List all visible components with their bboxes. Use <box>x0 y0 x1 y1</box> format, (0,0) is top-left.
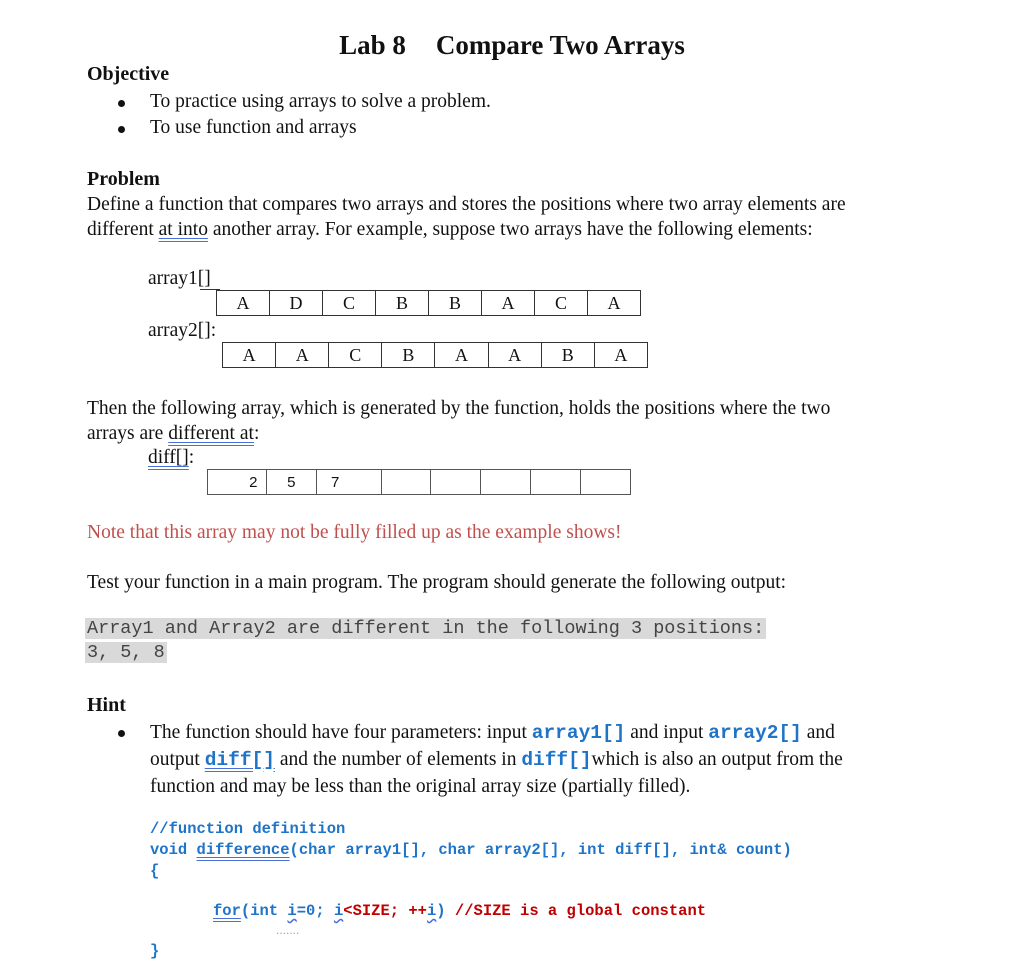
code-var: i <box>426 902 437 920</box>
diff-cell <box>431 470 481 495</box>
objective-bullet-1: To practice using arrays to solve a problem. <box>150 91 491 112</box>
array1-label: array1[] <box>148 268 211 289</box>
code-function-name: difference <box>196 841 290 859</box>
code-diff: diff[] <box>204 749 275 771</box>
hint-text: and <box>801 722 835 743</box>
array2-cell: A <box>594 343 647 368</box>
console-line-2: 3, 5, 8 <box>87 642 165 663</box>
hint-line-2 <box>150 747 930 773</box>
array1-cell: A <box>217 291 270 316</box>
array2-label: array2[]: <box>148 320 217 341</box>
array2-cell: A <box>223 343 276 368</box>
then-text: arrays are <box>87 423 169 444</box>
array2-cell: A <box>276 343 329 368</box>
diff-cell: 2 <box>208 470 267 495</box>
console-line-1: Array1 and Array2 are different in the following 3 positions: <box>87 618 765 639</box>
spell-flag: diff[] <box>148 447 189 468</box>
hint-text: and the number of elements in <box>274 749 522 770</box>
code-comment: //SIZE is a global constant <box>445 902 707 920</box>
problem-heading: Problem <box>87 168 160 190</box>
code-signature <box>150 841 792 859</box>
lab-number: Lab 8 <box>339 30 406 60</box>
test-text: Test your function in a main program. The program should generate the following output: <box>87 572 787 593</box>
hint-line-1 <box>150 720 930 746</box>
console-output <box>85 617 766 665</box>
hint-text: The function should have four parameters: input <box>150 722 532 743</box>
code-text: (int <box>240 902 288 920</box>
diff-cell <box>531 470 581 495</box>
diff-cell <box>581 470 631 495</box>
grammar-flag: at into <box>158 219 208 240</box>
code-params: (char array1[], char array2[], int diff[], int& count) <box>289 841 792 859</box>
array2-cell: C <box>329 343 382 368</box>
code-open-brace: { <box>150 862 160 880</box>
hint-text: and input <box>625 722 709 743</box>
array1-cell: A <box>587 291 640 316</box>
problem-line-1: Define a function that compares two arrays and stores the positions where two array elements are <box>87 194 846 215</box>
hint-text: which is also an output from the <box>591 749 843 770</box>
bullet-icon <box>118 126 125 133</box>
code-array2: array2[] <box>708 722 802 744</box>
problem-text: different <box>87 219 159 240</box>
code-keyword: for <box>213 902 241 920</box>
code-var: i <box>333 902 344 920</box>
hint-heading: Hint <box>87 694 126 716</box>
code-text: <SIZE; ++ <box>343 902 427 920</box>
diff-label-colon: : <box>188 447 195 468</box>
array2-cell: B <box>541 343 594 368</box>
bullet-icon <box>118 100 125 107</box>
code-ellipsis: ....... <box>276 923 300 937</box>
grammar-flag: different at <box>168 423 254 444</box>
code-array1: array1[] <box>531 722 626 744</box>
hint-text: output <box>150 749 205 770</box>
diff-label <box>148 445 194 470</box>
code-diff: diff[] <box>521 749 592 771</box>
hint-paragraph <box>150 720 930 799</box>
array2-cell: B <box>382 343 435 368</box>
code-text: ) <box>436 902 446 920</box>
array1-cell: C <box>323 291 376 316</box>
array1-cell: B <box>375 291 428 316</box>
array1-table <box>216 290 641 316</box>
lab-name: Compare Two Arrays <box>435 30 685 60</box>
array1-cell: B <box>428 291 481 316</box>
then-line-1: Then the following array, which is generated by the function, holds the positions where the two <box>87 398 831 419</box>
objective-bullet-2: To use function and arrays <box>150 117 357 138</box>
diff-cell <box>481 470 531 495</box>
diff-cell: 7 <box>317 470 382 495</box>
array2-table <box>222 342 648 368</box>
array1-cell: A <box>481 291 534 316</box>
code-close-brace: } <box>150 942 160 960</box>
hint-line-3: function and may be less than the original array size (partially filled). <box>150 776 691 797</box>
code-text: =0; <box>296 902 334 920</box>
code-keyword: void <box>150 841 197 859</box>
then-line-2 <box>87 421 259 446</box>
array2-cell: A <box>435 343 488 368</box>
array1-cell: C <box>534 291 587 316</box>
diff-cell: 5 <box>266 470 317 495</box>
problem-line-2 <box>87 217 813 242</box>
objective-heading: Objective <box>87 63 170 85</box>
code-comment: //function definition <box>150 820 346 838</box>
bullet-icon <box>118 730 125 737</box>
problem-text: another array. For example, suppose two arrays have the following elements: <box>207 219 813 240</box>
note-text: Note that this array may not be fully filled up as the example shows! <box>87 522 622 543</box>
then-text: : <box>253 423 260 444</box>
code-var: i <box>287 902 297 920</box>
array2-cell: A <box>488 343 541 368</box>
diff-cell <box>381 470 431 495</box>
array1-cell: D <box>270 291 323 316</box>
code-for-loop <box>213 902 706 920</box>
diff-table <box>207 469 631 495</box>
page-title <box>0 30 1024 61</box>
